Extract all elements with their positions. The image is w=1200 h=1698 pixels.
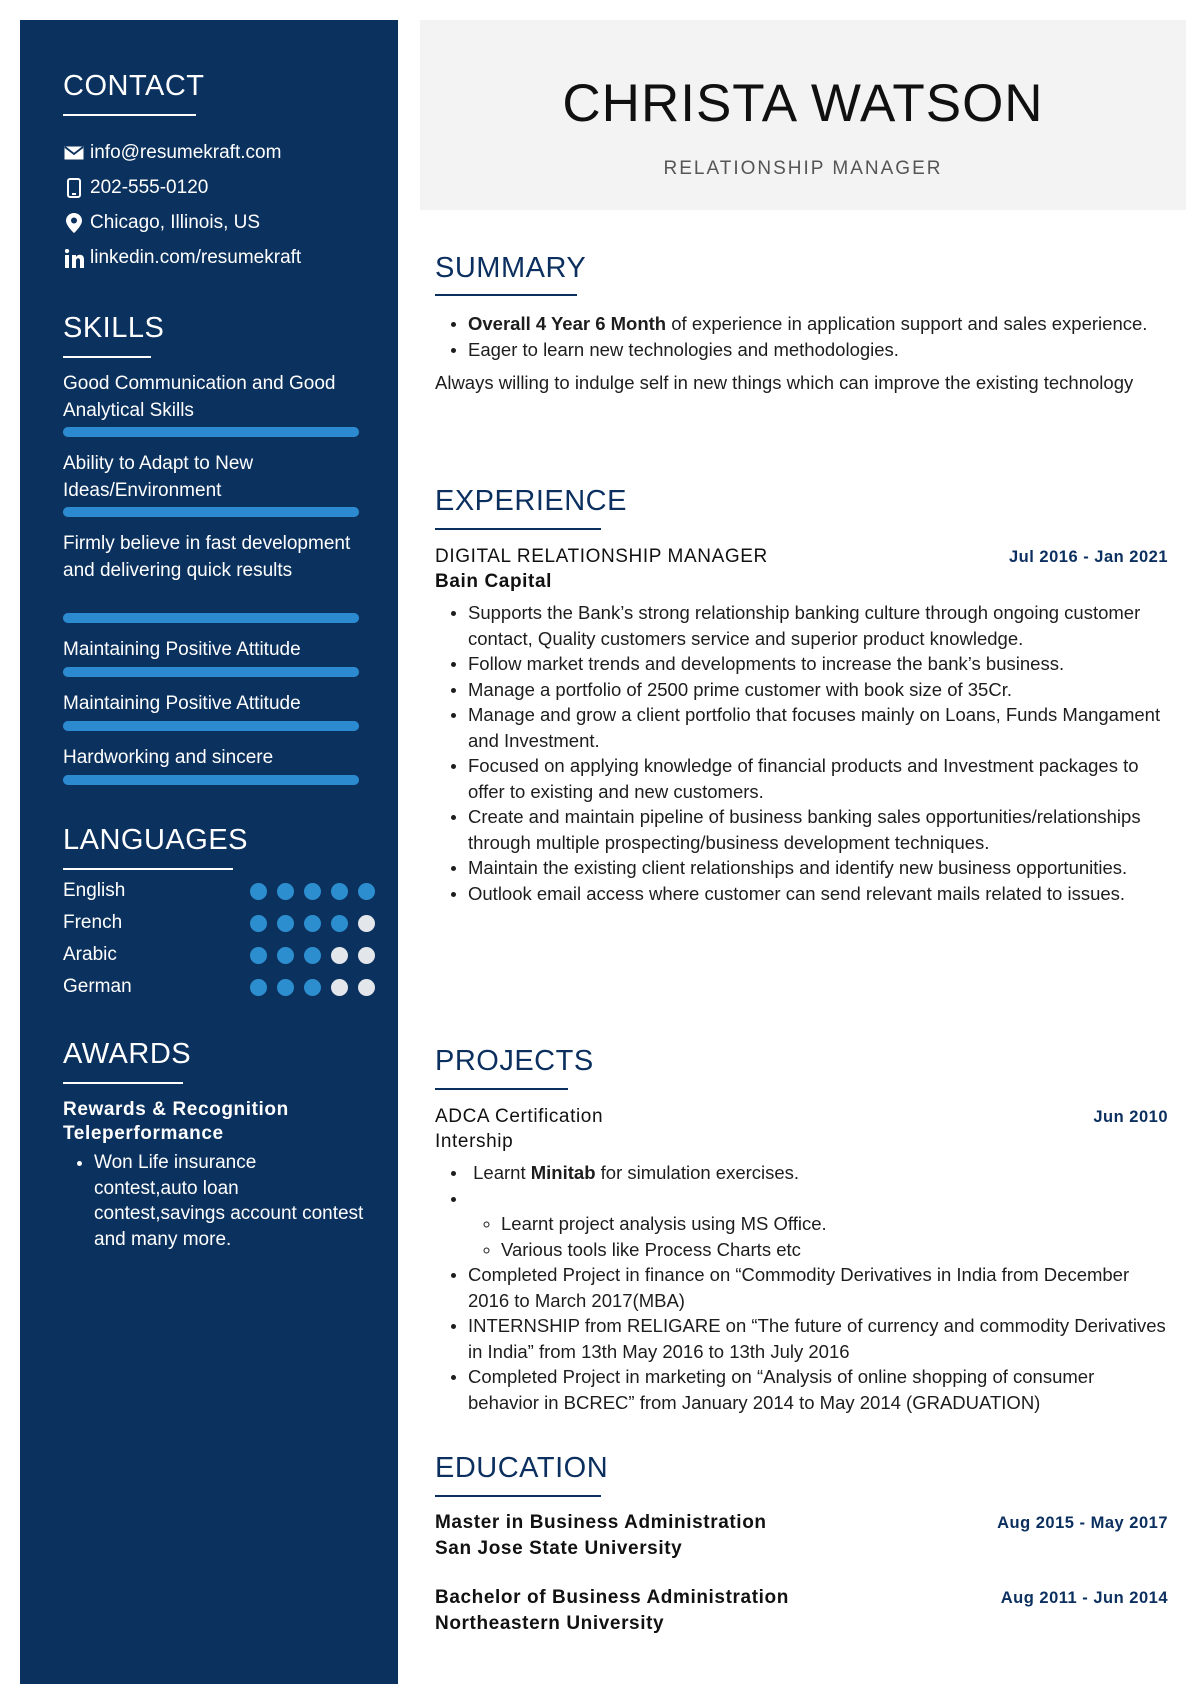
- experience-bullet: • Focused on applying knowledge of financial products and Investment packages to offer to existing and new customers.: [468, 753, 1170, 804]
- skill-bar-fill: [63, 507, 359, 517]
- sidebar: [20, 20, 398, 1684]
- skill-bar-fill: [63, 775, 359, 785]
- skill-bar-fill: [63, 721, 359, 731]
- language-level-dots: [250, 915, 385, 932]
- summary-paragraph: Always willing to indulge self in new things which can improve the existing technology: [435, 372, 1134, 393]
- skill-bar-fill: [63, 667, 359, 677]
- skill-label: Good Communication and Good Analytical Skills: [63, 373, 336, 421]
- language-dot-filled: [250, 883, 267, 900]
- language-name: English: [63, 880, 126, 901]
- language-dot-filled: [250, 947, 267, 964]
- skill-label: Maintaining Positive Attitude: [63, 639, 301, 660]
- project-bullet: • Completed Project in finance on “Commodity Derivatives in India from December 2016 to March 2017(MBA): [468, 1262, 1170, 1313]
- skill-bar: [63, 667, 359, 677]
- job-company: Bain Capital: [435, 571, 552, 592]
- award-title: Rewards & Recognition Teleperformance: [63, 1099, 289, 1144]
- skill-bar: [63, 507, 359, 517]
- skill-label: Hardworking and sincere: [63, 747, 274, 768]
- skills-heading: SKILLS: [63, 312, 165, 344]
- languages-heading: LANGUAGES: [63, 824, 248, 856]
- language-dot-filled: [250, 915, 267, 932]
- job-date: Jul 2016 - Jan 2021: [1008, 548, 1168, 566]
- language-dot-filled: [304, 947, 321, 964]
- contact-email[interactable]: info@resumekraft.com: [63, 140, 281, 166]
- language-dot-filled: [304, 883, 321, 900]
- language-level-dots: [250, 979, 385, 996]
- projects-body: [435, 1160, 1170, 1415]
- experience-bullet: • Manage and grow a client portfolio that focuses mainly on Loans, Funds Mangament and Investment.: [468, 702, 1170, 753]
- phone-icon: [63, 177, 85, 199]
- summary-underline: [435, 294, 577, 296]
- language-dot-empty: [331, 947, 348, 964]
- summary-body: [435, 311, 1165, 396]
- job-title: DIGITAL RELATIONSHIP MANAGER: [435, 546, 768, 567]
- skill-bar: [63, 427, 359, 437]
- contact-heading: CONTACT: [63, 70, 205, 102]
- language-row: [63, 912, 363, 936]
- experience-bullet: • Create and maintain pipeline of business banking sales opportunities/relationships through multiple prospecting/business development techniques.: [468, 804, 1170, 855]
- project-bullet: • INTERNSHIP from RELIGARE on “The future of currency and commodity Derivatives in India” from 13th May 2016 to 13th July 2016: [468, 1313, 1170, 1364]
- contact-phone[interactable]: 202-555-0120: [63, 175, 208, 201]
- language-dot-filled: [358, 883, 375, 900]
- education-underline: [435, 1495, 601, 1497]
- experience-bullet: • Outlook email access where customer can send relevant mails related to issues.: [468, 881, 1170, 907]
- candidate-name: CHRISTA WATSON: [562, 74, 1044, 133]
- language-dot-empty: [358, 979, 375, 996]
- experience-bullet: • Maintain the existing client relationships and identify new business opportunities.: [468, 855, 1170, 881]
- language-name: German: [63, 976, 132, 997]
- skill-bar-fill: [63, 427, 359, 437]
- header: [420, 20, 1186, 210]
- linkedin-icon: [63, 247, 85, 269]
- experience-bullet: • Supports the Bank’s strong relationship banking culture through ongoing customer contact, Quality customers service and superior product knowledge.: [468, 600, 1170, 651]
- awards-heading: AWARDS: [63, 1038, 192, 1070]
- skill-label: Firmly believe in fast development and delivering quick results: [63, 533, 351, 581]
- language-dot-filled: [277, 915, 294, 932]
- skill-label: Ability to Adapt to New Ideas/Environment: [63, 453, 254, 501]
- candidate-role: RELATIONSHIP MANAGER: [663, 158, 943, 179]
- skill-bar-fill: [63, 613, 359, 623]
- language-name: French: [63, 912, 123, 933]
- projects-underline: [435, 1088, 568, 1090]
- language-dot-filled: [277, 883, 294, 900]
- skill-label: Maintaining Positive Attitude: [63, 693, 301, 714]
- experience-bullet: • Follow market trends and developments to increase the bank’s business.: [468, 651, 1170, 677]
- project-sub-item: ◦ Various tools like Process Charts etc: [501, 1237, 1170, 1263]
- project-bullet-empty: [468, 1186, 1170, 1263]
- skill-bar: [63, 721, 359, 731]
- education-heading: EDUCATION: [435, 1452, 609, 1484]
- education-date: Aug 2011 - Jun 2014: [1000, 1589, 1168, 1607]
- skill-bar: [63, 775, 359, 785]
- language-dot-filled: [277, 947, 294, 964]
- awards-underline: [63, 1082, 183, 1084]
- language-dot-empty: [331, 979, 348, 996]
- language-row: [63, 944, 363, 968]
- education-school: San Jose State University: [435, 1538, 683, 1559]
- education-degree: Bachelor of Business Administration: [435, 1587, 789, 1608]
- summary-bullet: • Eager to learn new technologies and methodologies.: [468, 337, 1165, 363]
- projects-heading: PROJECTS: [435, 1045, 594, 1077]
- language-dot-empty: [358, 947, 375, 964]
- email-icon: [63, 142, 85, 164]
- project-date: Jun 2010: [1093, 1108, 1168, 1126]
- experience-underline: [435, 528, 601, 530]
- language-level-dots: [250, 947, 385, 964]
- experience-heading: EXPERIENCE: [435, 485, 627, 517]
- experience-bullet: • Manage a portfolio of 2500 prime customer with book size of 35Cr.: [468, 677, 1170, 703]
- education-item: [435, 1510, 767, 1562]
- skill-bar: [63, 613, 359, 623]
- contact-location: Chicago, Illinois, US: [63, 210, 260, 236]
- location-icon: [63, 212, 85, 234]
- language-dot-filled: [331, 915, 348, 932]
- education-degree: Master in Business Administration: [435, 1512, 767, 1533]
- experience-body: [435, 600, 1170, 906]
- language-level-dots: [250, 883, 385, 900]
- project-sub-list: [468, 1211, 1170, 1262]
- project-title: ADCA Certification: [435, 1106, 604, 1127]
- skills-underline: [63, 356, 151, 358]
- summary-bullet: • Overall 4 Year 6 Month of experience in application support and sales experience.: [468, 311, 1165, 337]
- language-name: Arabic: [63, 944, 117, 965]
- education-item: [435, 1585, 789, 1637]
- contact-underline: [63, 114, 196, 116]
- project-bullet: • Learnt Minitab for simulation exercises.: [468, 1160, 1170, 1186]
- language-row: [63, 976, 363, 1000]
- project-sub-item: ◦ • Learnt project analysis using MS Office.: [501, 1211, 1170, 1237]
- language-row: [63, 880, 363, 904]
- language-dot-filled: [331, 883, 348, 900]
- education-school: Northeastern University: [435, 1613, 665, 1634]
- contact-linkedin[interactable]: linkedin.com/resumekraft: [63, 245, 301, 271]
- education-date: Aug 2015 - May 2017: [997, 1514, 1168, 1532]
- language-dot-filled: [277, 979, 294, 996]
- language-dot-filled: [304, 979, 321, 996]
- languages-underline: [63, 868, 233, 870]
- project-bullet: • Completed Project in marketing on “Analysis of online shopping of consumer behavior in BCREC” from January 2014 to May 2014 (GRADUATION): [468, 1364, 1170, 1415]
- summary-heading: SUMMARY: [435, 252, 587, 284]
- project-subtitle: Intership: [435, 1131, 514, 1152]
- language-dot-filled: [304, 915, 321, 932]
- award-list: [72, 1150, 364, 1252]
- award-item: • Won Life insurance contest,auto loan contest,savings account contest and many more.: [94, 1150, 364, 1252]
- language-dot-empty: [358, 915, 375, 932]
- language-dot-filled: [250, 979, 267, 996]
